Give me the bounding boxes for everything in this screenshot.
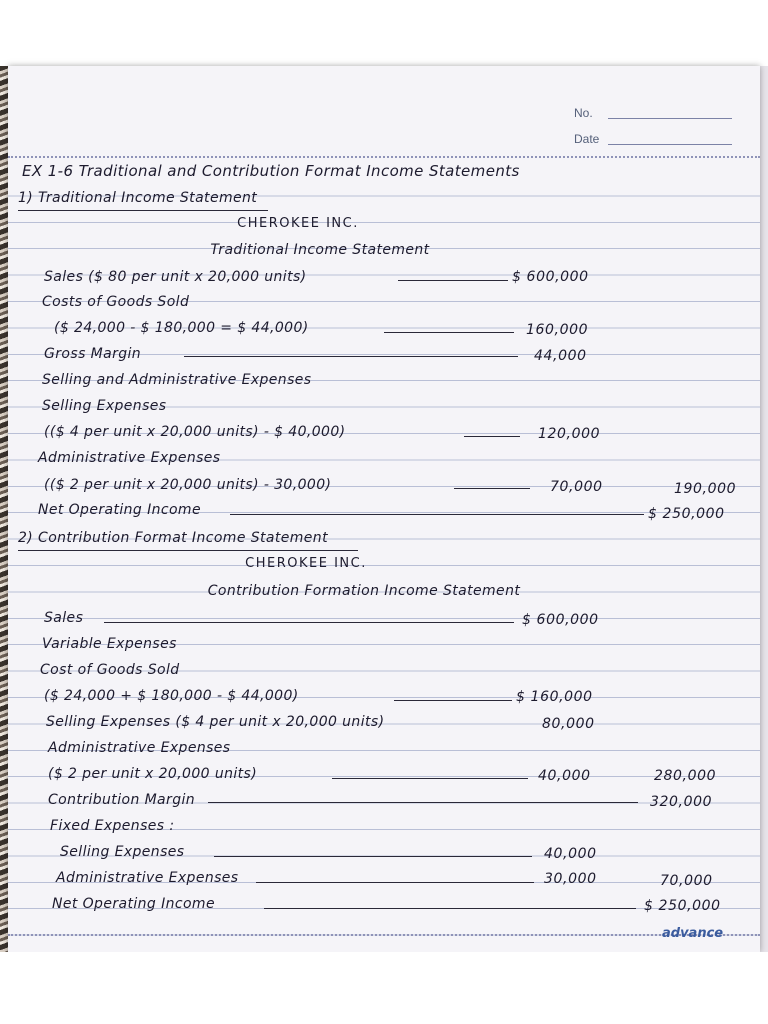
leader-line (264, 908, 636, 909)
noi-value: $ 250,000 (644, 898, 721, 914)
section-underline (18, 210, 268, 211)
cm-label: Contribution Margin (48, 792, 196, 808)
cogs-label: Cost of Goods Sold (40, 662, 180, 678)
cogs-value: 160,000 (526, 322, 589, 338)
leader-line (230, 514, 644, 515)
leader-line (214, 856, 532, 857)
bottom-background (0, 952, 768, 1024)
selling-value: 120,000 (538, 426, 601, 442)
leader-line (394, 700, 512, 701)
fixed-total: 70,000 (660, 873, 713, 889)
statement-title: Contribution Formation Income Statement (207, 583, 521, 599)
fixed-selling-value: 40,000 (544, 846, 597, 862)
top-dotted-margin (8, 156, 760, 158)
leader-line (184, 356, 518, 357)
selling-calc: Selling Expenses ($ 4 per unit x 20,000 units) (46, 714, 385, 730)
admin-calc: (($ 2 per unit x 20,000 units) - 30,000) (44, 477, 332, 493)
exercise-title: EX 1-6 Traditional and Contribution Format Income Statements (22, 162, 520, 180)
date-line (608, 144, 732, 145)
admin-calc: ($ 2 per unit x 20,000 units) (48, 766, 258, 782)
noi-label: Net Operating Income (52, 896, 215, 912)
statement-title: Traditional Income Statement (210, 242, 430, 258)
brand-logo: advance (662, 926, 724, 941)
no-line (608, 118, 732, 119)
selling-value: 80,000 (542, 716, 595, 732)
sales-label: Sales (44, 610, 84, 626)
section-underline (18, 550, 358, 551)
leader-line (398, 280, 508, 281)
sga-label: Selling and Administrative Expenses (42, 372, 312, 388)
leader-line (454, 488, 530, 489)
sales-value: $ 600,000 (522, 612, 599, 628)
sales-value: $ 600,000 (512, 269, 589, 285)
gross-margin-value: 44,000 (534, 348, 587, 364)
bottom-dotted-margin (8, 934, 760, 936)
leader-line (256, 882, 534, 883)
company-name: CHEROKEE INC. (245, 556, 367, 571)
selling-label: Selling Expenses (42, 398, 167, 414)
no-label: No. (574, 106, 593, 120)
cogs-label: Costs of Goods Sold (42, 294, 190, 310)
fixed-expenses-label: Fixed Expenses : (50, 818, 175, 834)
cogs-value: $ 160,000 (516, 689, 593, 705)
contribution-section-title: 2) Contribution Format Income Statement (18, 530, 328, 546)
cm-value: 320,000 (650, 794, 713, 810)
noi-label: Net Operating Income (38, 502, 201, 518)
leader-line (464, 436, 520, 437)
company-name: CHEROKEE INC. (237, 216, 359, 231)
leader-line (332, 778, 528, 779)
leader-line (384, 332, 514, 333)
sales-label: Sales ($ 80 per unit x 20,000 units) (44, 269, 307, 285)
fixed-selling-label: Selling Expenses (60, 844, 185, 860)
sga-total: 190,000 (674, 481, 737, 497)
top-background (0, 0, 768, 66)
noi-value: $ 250,000 (648, 506, 725, 522)
leader-line (208, 802, 638, 803)
admin-label: Administrative Expenses (48, 740, 231, 756)
selling-calc: (($ 4 per unit x 20,000 units) - $ 40,000) (44, 424, 346, 440)
cogs-calc: ($ 24,000 + $ 180,000 - $ 44,000) (44, 688, 299, 704)
notebook-page (8, 66, 760, 952)
traditional-section-title: 1) Traditional Income Statement (18, 190, 258, 206)
admin-label: Administrative Expenses (38, 450, 221, 466)
variable-expenses-label: Variable Expenses (42, 636, 177, 652)
variable-total: 280,000 (654, 768, 717, 784)
fixed-admin-value: 30,000 (544, 871, 597, 887)
date-label: Date (574, 132, 600, 146)
fixed-admin-label: Administrative Expenses (56, 870, 239, 886)
gross-margin-label: Gross Margin (44, 346, 142, 362)
admin-value: 40,000 (538, 768, 591, 784)
leader-line (104, 622, 514, 623)
cogs-calc: ($ 24,000 - $ 180,000 = $ 44,000) (54, 320, 309, 336)
admin-value: 70,000 (550, 479, 603, 495)
